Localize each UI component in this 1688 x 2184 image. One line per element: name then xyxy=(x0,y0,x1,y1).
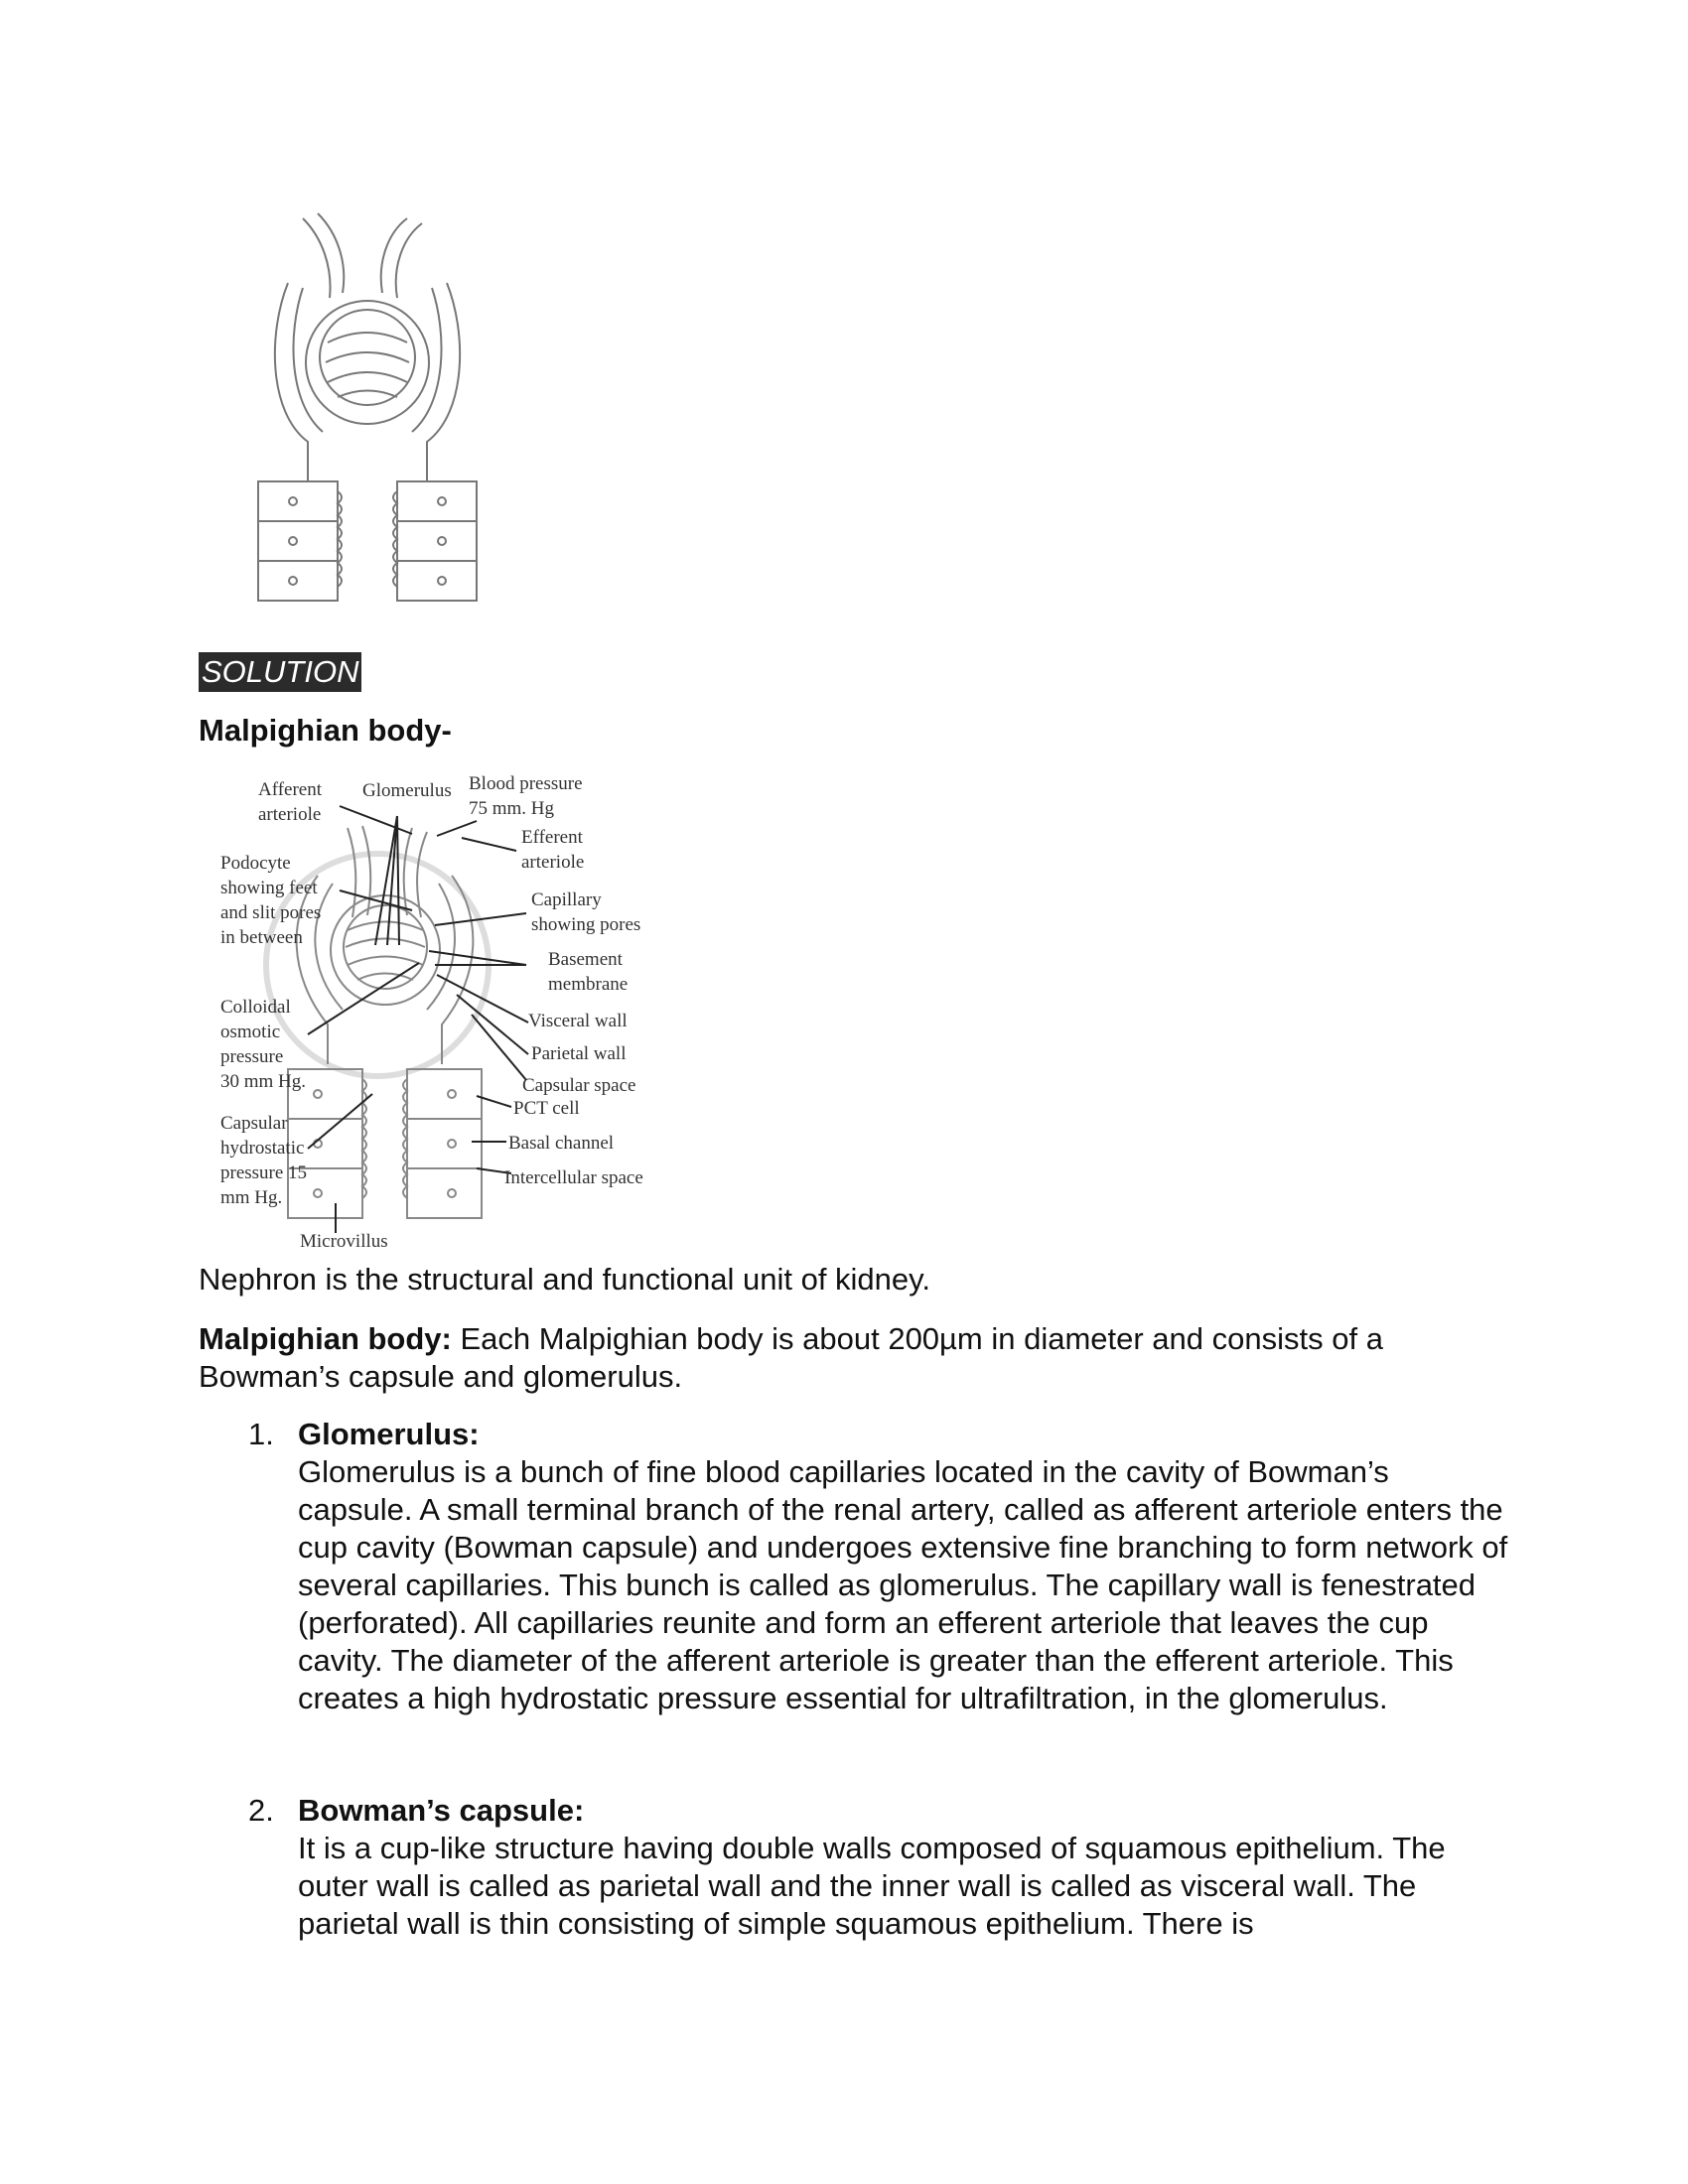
label-podocyte-3: and slit pores xyxy=(220,902,322,923)
list-text: Glomerulus is a bunch of fine blood capillaries located in the cavity of Bowman’s capsule. A small terminal branch of the renal artery, called as afferent arteriole enters the cup cavity (Bowman capsule) and undergoes extensive fine branching to form network of several capillaries. This bunch is called as glomerulus. The capillary wall is fenestrated (perforated). All capillaries reunite and form an efferent arteriole that leaves the cup cavity. The diameter of the afferent arteriole is greater than the efferent arteriole. This creates a high hydrostatic pressure essential for ultrafiltration, in the glomerulus. xyxy=(298,1454,1508,1715)
label-colloidal-4: 30 mm Hg. xyxy=(220,1071,307,1092)
label-basal-channel: Basal channel xyxy=(508,1133,615,1154)
label-efferent-2: arteriole xyxy=(521,852,585,873)
label-efferent-1: Efferent xyxy=(521,827,583,848)
label-capsular-space: Capsular space xyxy=(522,1075,636,1096)
list-number: 1. xyxy=(248,1417,274,1451)
list-item-bowmans-capsule xyxy=(199,1792,1509,1943)
label-basement-1: Basement xyxy=(548,949,623,970)
label-pct-cell: PCT cell xyxy=(513,1098,580,1119)
definition-paragraph xyxy=(199,1320,1509,1396)
label-capsular-pressure-3: pressure 15 xyxy=(220,1162,308,1183)
definition-text: Each Malpighian body is about 200µm in diameter and consists of a Bowman’s capsule and glomerulus. xyxy=(199,1321,1383,1394)
definition-term: Malpighian body: xyxy=(199,1321,452,1356)
label-visceral-wall: Visceral wall xyxy=(528,1011,628,1031)
label-capsular-pressure-4: mm Hg. xyxy=(220,1187,283,1208)
label-podocyte-2: showing feet xyxy=(220,878,318,898)
label-glomerulus: Glomerulus xyxy=(362,780,452,801)
list-title: Bowman’s capsule: xyxy=(298,1793,585,1828)
label-colloidal-3: pressure xyxy=(220,1046,284,1067)
label-afferent-2: arteriole xyxy=(258,804,322,825)
label-basement-2: membrane xyxy=(548,974,629,995)
label-podocyte-4: in between xyxy=(220,927,303,948)
label-afferent-1: Afferent xyxy=(258,779,323,800)
label-capillary-1: Capillary xyxy=(531,889,602,910)
label-capsular-pressure-1: Capsular xyxy=(220,1113,288,1134)
section-heading: Malpighian body- xyxy=(199,713,452,748)
label-podocyte-1: Podocyte xyxy=(220,853,291,874)
malpighian-body-sketch xyxy=(248,194,487,611)
label-intercellular-space: Intercellular space xyxy=(504,1167,643,1188)
label-colloidal-2: osmotic xyxy=(220,1022,281,1042)
list-item-glomerulus xyxy=(199,1416,1509,1717)
label-blood-pressure-2: 75 mm. Hg xyxy=(469,798,555,819)
label-parietal-wall: Parietal wall xyxy=(531,1043,627,1064)
intro-paragraph: Nephron is the structural and functional unit of kidney. xyxy=(199,1262,930,1297)
label-blood-pressure-1: Blood pressure xyxy=(469,773,583,794)
label-microvillus: Microvillus xyxy=(300,1231,388,1252)
malpighian-body-diagram xyxy=(209,766,765,1253)
list-text: It is a cup-like structure having double walls composed of squamous epithelium. The outer wall is called as parietal wall and the inner wall is called as visceral wall. The parietal wall is thin consisting of simple squamous epithelium. There is xyxy=(298,1831,1446,1941)
list-title: Glomerulus: xyxy=(298,1417,480,1451)
label-capsular-pressure-2: hydrostatic xyxy=(220,1138,305,1159)
label-colloidal-1: Colloidal xyxy=(220,997,291,1018)
list-number: 2. xyxy=(248,1793,274,1828)
solution-label: SOLUTION xyxy=(199,652,361,692)
label-capillary-2: showing pores xyxy=(531,914,641,935)
